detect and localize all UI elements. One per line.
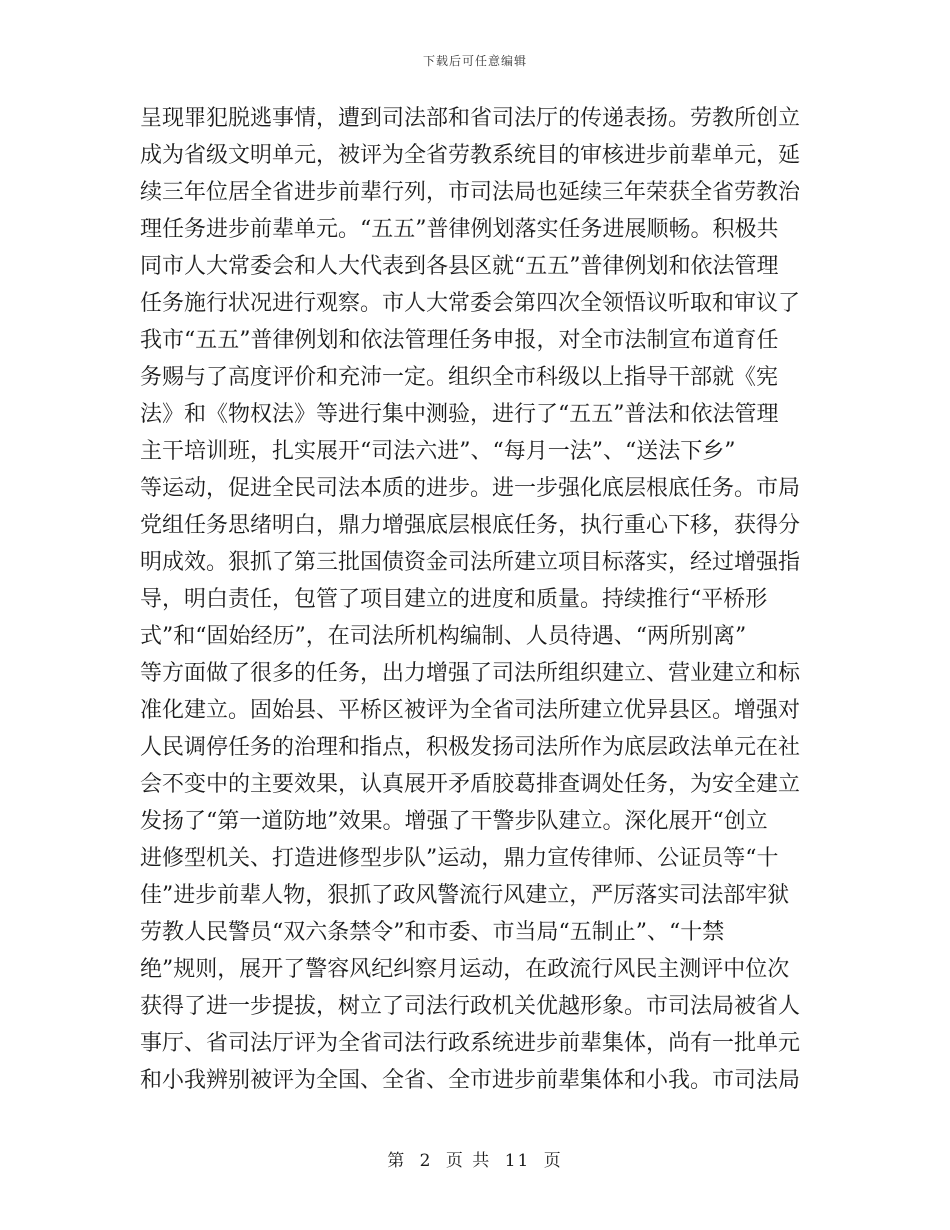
text-line: 获得了进一步提拔，树立了司法行政机关优越形象。市司法局被省人 bbox=[140, 994, 801, 1019]
text-line: 续三年位居全省进步前辈行列，市司法局也延续三年荣获全省劳教治 bbox=[140, 180, 801, 205]
text-line: 绝”规则，展开了警容风纪纠察月运动，在政流行风民主测评中位次 bbox=[140, 957, 790, 982]
page-header: 下载后可任意编辑 bbox=[422, 54, 527, 68]
text-line: 准化建立。固始县、平桥区被评为全省司法所建立优异县区。增强对 bbox=[140, 698, 801, 723]
text-line: 成为省级文明单元，被评为全省劳教系统目的审核进步前辈单元，延 bbox=[140, 143, 801, 168]
text-line: 和小我辨别被评为全国、全省、全市进步前辈集体和小我。市司法局 bbox=[140, 1068, 801, 1093]
text-line: 理任务进步前辈单元。“五五”普律例划落实任务进展顺畅。积极共 bbox=[140, 217, 779, 242]
footer-suffix: 页 bbox=[543, 1151, 563, 1171]
body-text bbox=[140, 100, 810, 1099]
text-line: 我市“五五”普律例划和依法管理任务申报，对全市法制宣布道育任 bbox=[140, 328, 779, 353]
text-line: 任务施行状况进行观察。市人大常委会第四次全领悟议听取和审议了 bbox=[140, 291, 801, 316]
text-line: 会不变中的主要效果，认真展开矛盾胶葛排查调处任务，为安全建立 bbox=[140, 772, 801, 797]
text-line: 人民调停任务的治理和指点，积极发扬司法所作为底层政法单元在社 bbox=[140, 735, 801, 760]
text-line: 法》和《物权法》等进行集中测验，进行了“五五”普法和依法管理 bbox=[140, 402, 779, 427]
footer-prefix: 第 bbox=[387, 1151, 407, 1171]
text-line: 等运动，促进全民司法本质的进步。进一步强化底层根底任务。市局 bbox=[140, 476, 801, 501]
text-line: 式”和“固始经历”，在司法所机构编制、人员待遇、“两所别离” bbox=[140, 624, 747, 649]
text-line: 导，明白责任，包管了项目建立的进度和质量。持续推行“平桥形 bbox=[140, 587, 768, 612]
text-line: 佳”进步前辈人物，狠抓了政风警流行风建立，严厉落实司法部牢狱 bbox=[140, 883, 790, 908]
text-line: 主干培训班，扎实展开“司法六进”、“每月一法”、“送法下乡” bbox=[140, 439, 736, 464]
text-line: 务赐与了高度评价和充沛一定。组织全市科级以上指导干部就《宪 bbox=[140, 365, 779, 390]
text-line: 劳教人民警员“双六条禁令”和市委、市当局“五制止”、“十禁 bbox=[140, 920, 725, 945]
text-line: 事厅、省司法厅评为全省司法行政系统进步前辈集体，尚有一批单元 bbox=[140, 1031, 801, 1056]
text-line: 等方面做了很多的任务，出力增强了司法所组织建立、营业建立和标 bbox=[140, 661, 801, 686]
text-line: 进修型机关、打造进修型步队”运动，鼎力宣传律师、公证员等“十 bbox=[140, 846, 779, 871]
text-line: 同市人大常委会和人大代表到各县区就“五五”普律例划和依法管理 bbox=[140, 254, 779, 279]
footer-middle: 页 共 bbox=[445, 1151, 492, 1171]
text-line: 党组任务思绪明白，鼎力增强底层根底任务，执行重心下移，获得分 bbox=[140, 513, 801, 538]
current-page-number: 2 bbox=[419, 1151, 433, 1171]
text-line: 呈现罪犯脱逃事情，遭到司法部和省司法厅的传递表扬。劳教所创立 bbox=[140, 106, 801, 131]
text-line: 发扬了“第一道防地”效果。增强了干警步队建立。深化展开“创立 bbox=[140, 809, 768, 834]
page-footer bbox=[0, 1146, 950, 1171]
total-page-count: 11 bbox=[504, 1151, 531, 1171]
text-line: 明成效。狠抓了第三批国债资金司法所建立项目标落实，经过增强指 bbox=[140, 550, 801, 575]
